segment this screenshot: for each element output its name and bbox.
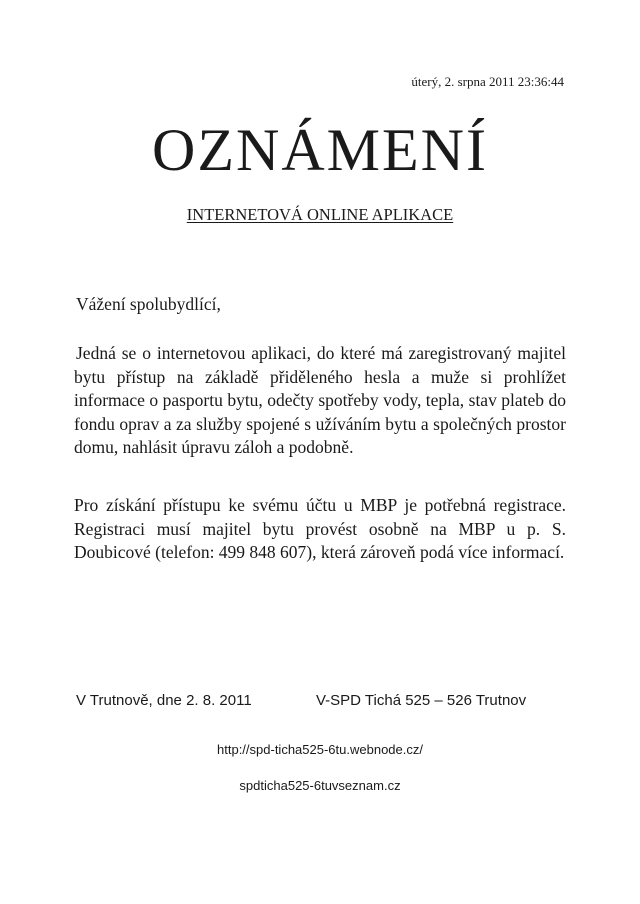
paragraph-registration: Pro získání přístupu ke svému účtu u MBP je potřebná registrace. Registraci musí majitel bytu provést osobně na MBP u p. S. Doubicové (telefon: 499 848 607), která zároveň podá více informací. <box>74 495 566 562</box>
print-timestamp: úterý, 2. srpna 2011 23:36:44 <box>411 74 564 89</box>
contact-email: spdticha525-6tuvseznam.cz <box>239 778 401 793</box>
website-url: http://spd-ticha525-6tu.webnode.cz/ <box>217 742 423 757</box>
organization-signature: V-SPD Tichá 525 – 526 Trutnov <box>316 692 527 709</box>
page-title: OZNÁMENÍ <box>152 117 488 183</box>
paragraph-description: Jedná se o internetovou aplikaci, do které má zaregistrovaný majitel bytu přístup na základě přiděleného hesla a muže si prohlížet informace o pasportu bytu, odečty spotřeby vody, tepla, stav plateb do fondu oprav a za služby spojené s užíváním bytu a společných prostor domu, nahlásit úpravu záloh a podobně. <box>74 343 566 457</box>
place-and-date: V Trutnově, dne 2. 8. 2011 <box>76 692 252 709</box>
greeting: Vážení spolubydlící, <box>76 294 221 314</box>
page-subtitle: INTERNETOVÁ ONLINE APLIKACE <box>186 205 454 224</box>
